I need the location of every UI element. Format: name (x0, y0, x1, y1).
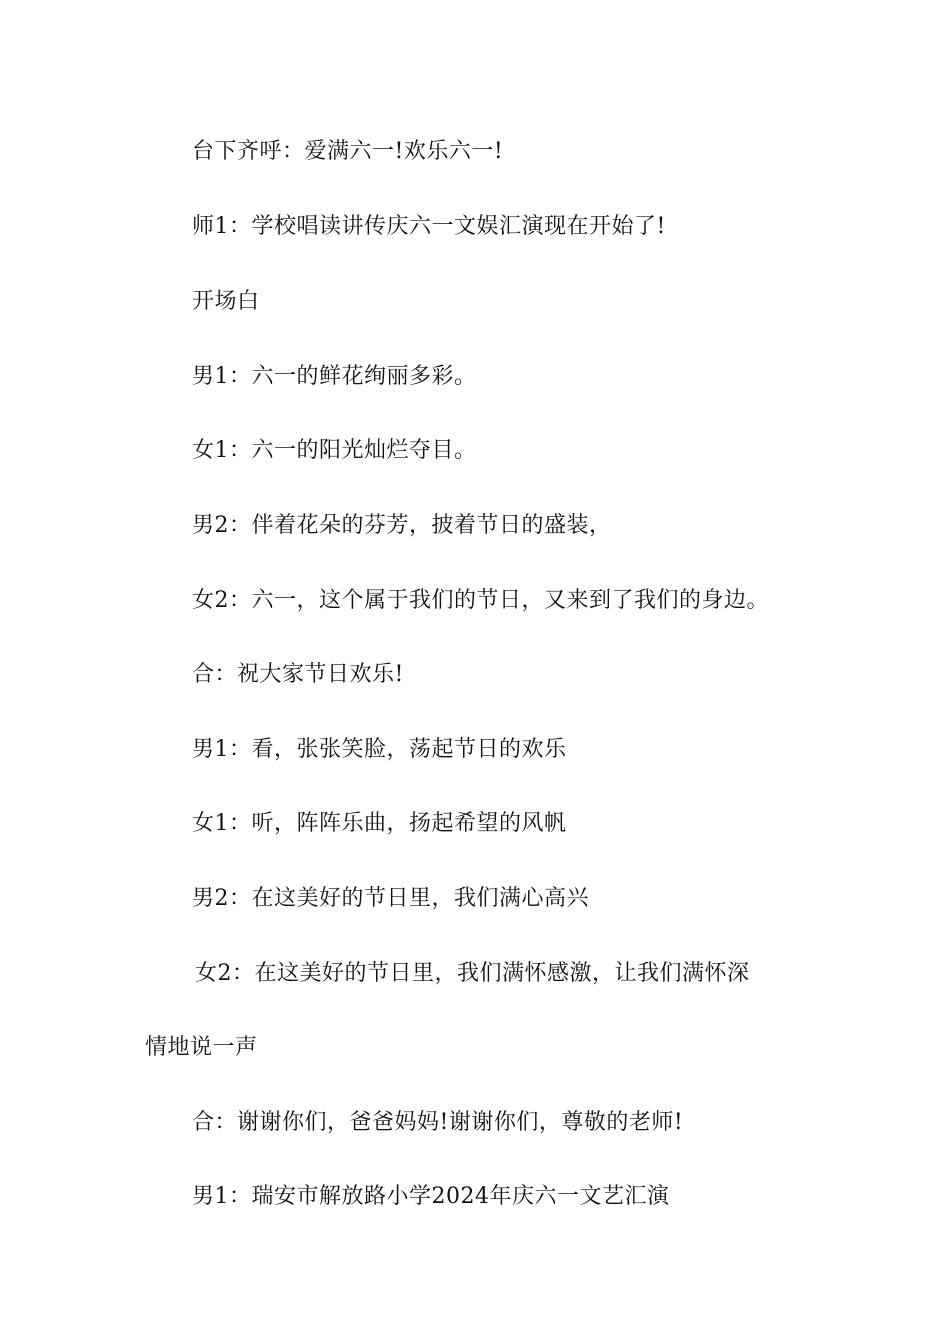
paragraph-line: 合：祝大家节日欢乐! (192, 662, 404, 687)
paragraph-teacher-opening: 师1：学校唱读讲传庆六一文娱汇演现在开始了! (192, 214, 666, 239)
section-heading-opening: 开场白 (192, 289, 260, 314)
paragraph-line: 男2：伴着花朵的芬芳，披着节日的盛装， (192, 513, 612, 538)
paragraph-audience-cheer: 台下齐呼：爱满六一!欢乐六一! (192, 139, 504, 164)
paragraph-line: 合：谢谢你们，爸爸妈妈!谢谢你们，尊敬的老师! (192, 1110, 684, 1135)
paragraph-line: 女1：听，阵阵乐曲，扬起希望的风帆 (192, 811, 567, 836)
paragraph-continuation: 情地说一声 (145, 1035, 258, 1060)
paragraph-line: 男2：在这美好的节日里，我们满心高兴 (192, 886, 589, 911)
paragraph-line: 男1：六一的鲜花绚丽多彩。 (192, 364, 477, 389)
paragraph-line: 男1：瑞安市解放路小学2024年庆六一文艺汇演 (192, 1184, 670, 1209)
paragraph-line: 女2：六一，这个属于我们的节日，又来到了我们的身边。 (192, 588, 769, 613)
paragraph-line: 男1：看，张张笑脸，荡起节日的欢乐 (192, 737, 567, 762)
paragraph-line: 女1：六一的阳光灿烂夺目。 (192, 438, 477, 463)
paragraph-line: 女2：在这美好的节日里，我们满怀感激，让我们满怀深 (195, 961, 750, 986)
